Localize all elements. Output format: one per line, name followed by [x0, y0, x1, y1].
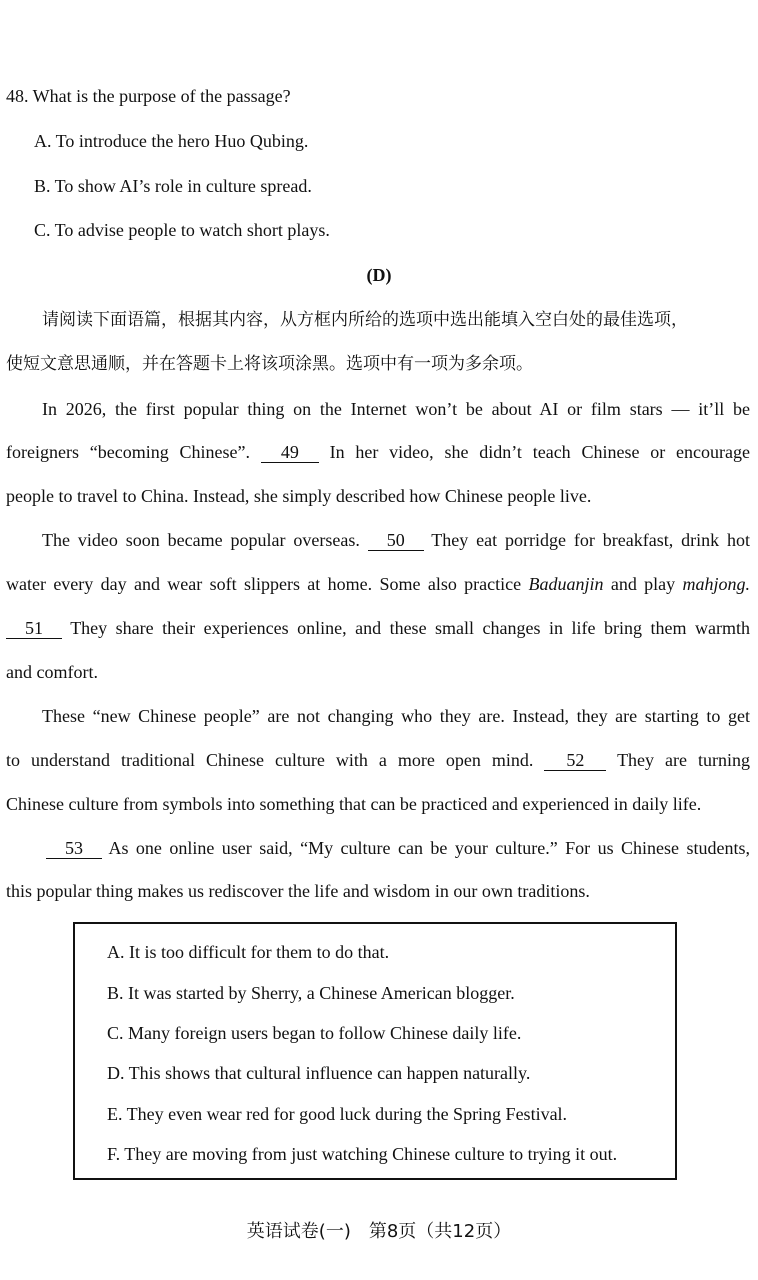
passage-p1-line-2 — [6, 440, 750, 464]
passage-p3-line-2-text-a: to understand traditional Chinese culture with a more open mind. — [6, 750, 534, 770]
passage-p2-line-4: and comfort. — [6, 662, 98, 682]
question-48-option-b: B. To show AI’s role in culture spread. — [34, 176, 312, 196]
passage-p2-line-3 — [6, 616, 750, 640]
choice-e: E. They even wear red for good luck during the Spring Festival. — [107, 1104, 568, 1124]
page-footer: 英语试卷(一) 第8页（共12页） — [246, 1221, 512, 1242]
instructions-line-1: 请阅读下面语篇，根据其内容，从方框内所给的选项中选出能填入空白处的最佳选项， — [42, 310, 688, 330]
passage-p3-line-1: These “new Chinese people” are not changing who they are. Instead, they are starting to get — [42, 706, 750, 726]
question-48-stem: 48. What is the purpose of the passage? — [6, 86, 291, 106]
blank-51: 51 — [6, 618, 62, 639]
choice-b: B. It was started by Sherry, a Chinese American blogger. — [107, 983, 515, 1003]
passage-p1-line-1: In 2026, the first popular thing on the Internet won’t be about AI or film stars — it’ll be — [42, 399, 750, 419]
passage-p3-line-2-text-b: They are turning — [617, 750, 751, 770]
choice-a: A. It is too difficult for them to do that. — [107, 942, 390, 962]
passage-p2-line-2 — [6, 572, 750, 596]
choice-f: F. They are moving from just watching Chinese culture to trying it out. — [107, 1144, 618, 1164]
passage-p2-line-2-text-a: water every day and wear soft slippers at home. Some also practice — [6, 574, 522, 594]
question-48-option-c: C. To advise people to watch short plays. — [34, 220, 330, 240]
term-baduanjin: Baduanjin — [528, 574, 604, 594]
passage-p3-line-2 — [6, 748, 750, 772]
blank-53: 53 — [46, 838, 102, 859]
instructions-line-2: 使短文意思通顺，并在答题卡上将该项涂黑。选项中有一项为多余项。 — [6, 354, 533, 374]
choice-c: C. Many foreign users began to follow Chinese daily life. — [107, 1023, 522, 1043]
passage-p1-line-2-text-b: In her video, she didn’t teach Chinese or encourage — [329, 442, 751, 462]
passage-p2-line-1-text-b: They eat porridge for breakfast, drink hot — [431, 530, 750, 550]
question-48-option-a: A. To introduce the hero Huo Qubing. — [34, 131, 309, 151]
passage-p4-line-1 — [46, 836, 750, 860]
term-mahjong: mahjong. — [682, 574, 751, 594]
passage-p2-line-3-text: They share their experiences online, and these small changes in life bring them warmth — [70, 618, 750, 638]
passage-p3-line-3: Chinese culture from symbols into something that can be practiced and experienced in daily life. — [6, 794, 702, 814]
passage-p1-line-3: people to travel to China. Instead, she simply described how Chinese people live. — [6, 486, 592, 506]
blank-49: 49 — [261, 442, 319, 463]
passage-p2-line-1-text-a: The video soon became popular overseas. — [42, 530, 360, 550]
passage-p2-line-1 — [42, 528, 750, 552]
choice-d: D. This shows that cultural influence can happen naturally. — [107, 1063, 531, 1083]
blank-50: 50 — [368, 530, 424, 551]
passage-p4-line-2: this popular thing makes us rediscover the life and wisdom in our own traditions. — [6, 881, 590, 901]
passage-p2-line-2-text-b: and play — [610, 574, 676, 594]
blank-52: 52 — [544, 750, 606, 771]
passage-p1-line-2-text-a: foreigners “becoming Chinese”. — [6, 442, 251, 462]
section-label: (D) — [366, 265, 392, 285]
passage-p4-line-1-text: As one online user said, “My culture can be your culture.” For us Chinese students, — [108, 838, 750, 858]
choices-box — [73, 922, 677, 1180]
